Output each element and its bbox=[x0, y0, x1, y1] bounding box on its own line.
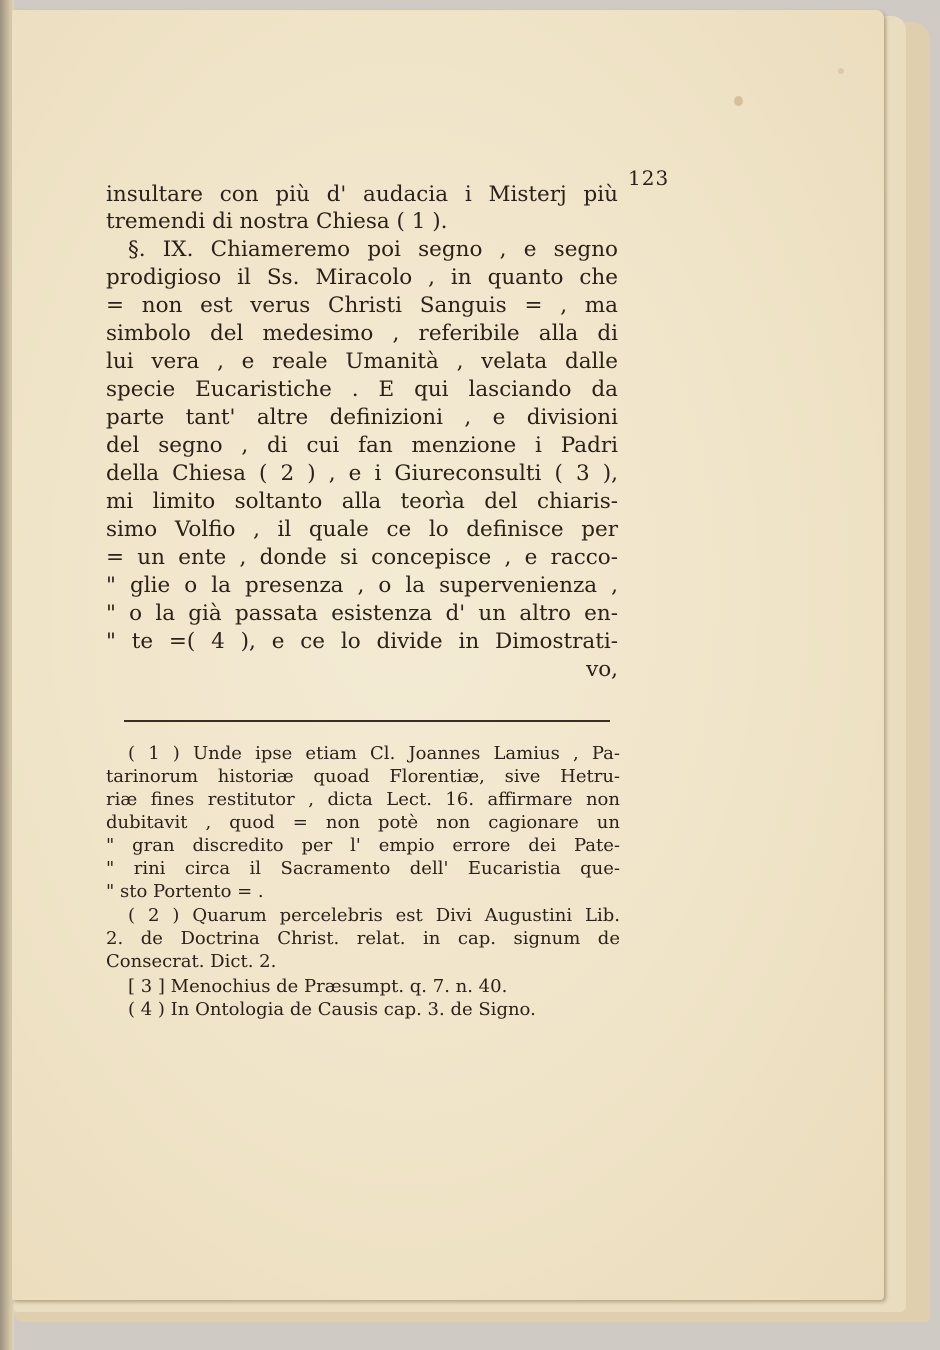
foxing-spot bbox=[838, 68, 844, 74]
body-line: specie Eucaristiche . E qui lasciando da bbox=[106, 377, 618, 402]
foxing-spot bbox=[734, 96, 743, 106]
footnote-line: " rini circa il Sacramento dell' Eucaristia que- bbox=[106, 858, 620, 879]
footnote-line: " sto Portento = . bbox=[106, 881, 264, 902]
body-line: prodigioso il Ss. Miracolo , in quanto che bbox=[106, 265, 618, 290]
body-line: simbolo del medesimo , referibile alla di bbox=[106, 321, 618, 346]
body-line: lui vera , e reale Umanità , velata dalle bbox=[106, 349, 618, 374]
footnote-line: Consecrat. Dict. 2. bbox=[106, 951, 277, 972]
page-number: 123 bbox=[628, 166, 670, 190]
footnote-line: ( 2 ) Quarum percelebris est Divi Augustini Lib. bbox=[128, 905, 620, 926]
body-line: = non est verus Christi Sanguis = , ma bbox=[106, 293, 618, 318]
body-line: della Chiesa ( 2 ) , e i Giureconsulti ( 3 ), bbox=[106, 461, 618, 486]
footnote-line: " gran discredito per l' empio errore dei Pate- bbox=[106, 835, 620, 856]
body-line: " o la già passata esistenza d' un altro en- bbox=[106, 601, 618, 626]
catchword: vo, bbox=[586, 657, 618, 682]
body-line: parte tant' altre definizioni , e divisioni bbox=[106, 405, 618, 430]
footnote-line: tarinorum historiæ quoad Florentiæ, sive Hetru- bbox=[106, 766, 620, 787]
footnote-line: ( 4 ) In Ontologia de Causis cap. 3. de Signo. bbox=[128, 999, 536, 1020]
footnote-line: [ 3 ] Menochius de Præsumpt. q. 7. n. 40. bbox=[128, 976, 508, 997]
body-line: tremendi di nostra Chiesa ( 1 ). bbox=[106, 209, 448, 234]
body-line: insultare con più d' audacia i Misterj più bbox=[106, 182, 618, 207]
paper-page bbox=[12, 10, 884, 1300]
footnote-line: ( 1 ) Unde ipse etiam Cl. Joannes Lamius , Pa- bbox=[128, 743, 620, 764]
body-line: " te =( 4 ), e ce lo divide in Dimostrati- bbox=[106, 629, 618, 654]
body-line: simo Volfio , il quale ce lo definisce per bbox=[106, 517, 618, 542]
footnote-line: 2. de Doctrina Christ. relat. in cap. signum de bbox=[106, 928, 620, 949]
body-line: " glie o la presenza , o la supervenienza , bbox=[106, 573, 618, 598]
footnote-line: dubitavit , quod = non potè non cagionare un bbox=[106, 812, 620, 833]
footnote-line: riæ fines restitutor , dicta Lect. 16. affirmare non bbox=[106, 789, 620, 810]
body-line: mi limito soltanto alla teorìa del chiaris- bbox=[106, 489, 618, 514]
body-line: = un ente , donde si concepisce , e racco- bbox=[106, 545, 618, 570]
body-line: del segno , di cui fan menzione i Padri bbox=[106, 433, 618, 458]
body-line: §. IX. Chiameremo poi segno , e segno bbox=[128, 237, 618, 262]
footnote-rule bbox=[124, 720, 610, 722]
